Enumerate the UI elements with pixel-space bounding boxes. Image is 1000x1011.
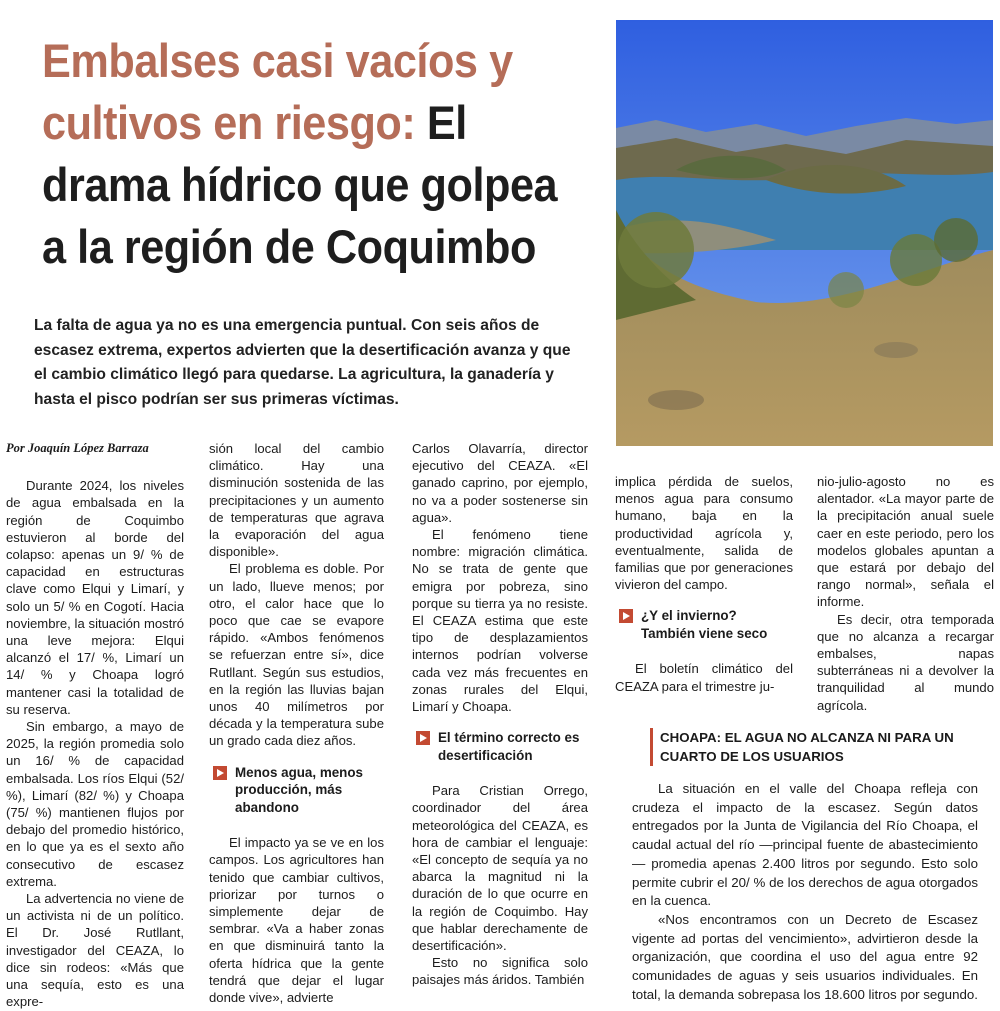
sidebar-body [632, 780, 978, 1004]
column-2 [209, 440, 384, 1006]
play-marker-icon [213, 766, 227, 780]
subhead-text: El término correcto es desertificación [438, 730, 580, 763]
subhead-text: ¿Y el invierno? También viene seco [641, 608, 768, 641]
headline-rest: El drama hídrico que golpea a la región de Coquimbo [42, 96, 558, 273]
subhead-invierno [615, 607, 793, 642]
headline-accent: Embalses casi vacíos y cultivos en riesgo: [42, 34, 513, 149]
play-marker-icon [416, 731, 430, 745]
paragraph: Carlos Olavarría, director ejecutivo del CEAZA. «El ganado caprino, por ejemplo, no va a poder sostenerse sin agua». [412, 441, 588, 525]
column-3 [412, 440, 588, 989]
paragraph: El problema es doble. Por un lado, llueve menos; por otro, el calor hace que lo poco que cae se evapore rápido. «Ambos fenómenos se refuerzan entre sí», dice Rutllant. Según sus estudios, en la región las lluvias bajan unos 40 milímetros por década y la temperatura sube un grado cada diez años. [209, 561, 384, 749]
paragraph: Esto no significa solo paisajes más áridos. También [412, 955, 588, 988]
reservoir-photo [616, 20, 993, 446]
subhead-text: Menos agua, menos producción, más abandono [235, 764, 363, 815]
headline [42, 30, 557, 278]
paragraph: Durante 2024, los niveles de agua embalsada en la región de Coquimbo estuvieron al borde del colapso: apenas un 9/ % de capacidad en estructuras clave como Elqui y Limarí, y solo un 5/ % en Cogotí. Hacia noviembre, la situación mostró una leve mejora: Elqui alcanzó el 17/ %, Limarí un 14/ % y Choapa logró mantener casi la totalidad de su reserva. [6, 478, 184, 717]
lead-paragraph: La falta de agua ya no es una emergencia puntual. Con seis años de escasez extrema, expertos advierten que la desertificación avanza y que el cambio climático llegó para quedarse. La agricultura, la ganadería y hasta el pisco podrían ser sus primeras víctimas. [34, 317, 571, 408]
column-5 [817, 473, 994, 714]
byline: Por Joaquín López Barraza [6, 441, 149, 455]
column-1 [6, 440, 184, 1011]
paragraph: El fenómeno tiene nombre: migración climática. No se trata de gente que emigra por pobreza, sino porque su tierra ya no resiste. El CEAZA estima que este tipo de desplazamientos internos podrían volverse cada vez más frecuentes en zonas rurales del Elqui, Limarí y Choapa. [412, 527, 588, 715]
paragraph: El boletín climático del CEAZA para el trimestre ju- [615, 661, 793, 694]
paragraph: La advertencia no viene de un activista ni de un político. El Dr. José Rutllant, investigador del CEAZA, lo dice sin rodeos: «Más que una sequía, esto es una expre- [6, 891, 184, 1010]
paragraph: La situación en el valle del Choapa refleja con crudeza el impacto de la escasez. Según datos entregados por la Junta de Vigilancia del Río Choapa, el caudal actual del río —principal fuente de abastecimiento— promedia apenas 2.400 litros por segundo. Esto solo permite cubrir el 20/ % de los derechos de agua otorgados en la cuenca. [632, 781, 978, 909]
paragraph: implica pérdida de suelos, menos agua para consumo humano, baja en la productividad agrícola y, eventualmente, salida de familias que por generaciones vivieron del campo. [615, 474, 793, 593]
subhead-menos-agua [209, 764, 384, 817]
column-4 [615, 473, 793, 695]
paragraph: Es decir, otra temporada que no alcanza a recargar embalses, napas subterráneas ni a devolver la tranquilidad al mundo agrícola. [817, 611, 994, 713]
subhead-termino-correcto [412, 729, 588, 764]
sidebar-heading: CHOAPA: EL AGUA NO ALCANZA NI PARA UN CUARTO DE LOS USUARIOS [650, 728, 960, 766]
paragraph: El impacto ya se ve en los campos. Los agricultores han tenido que cambiar cultivos, priorizar por turnos o simplemente dejar de sembrar. «Va a haber zonas en que disminuirá tanto la oferta hídrica que la gente tendrá que dejar el lugar donde vive», advierte [209, 835, 384, 1005]
play-marker-icon [619, 609, 633, 623]
paragraph: «Nos encontramos con un Decreto de Escasez vigente ad portas del vencimiento», advirtieron desde la organización, que coordina el uso del agua entre 92 comunidades de aguas y seis usuarios individuales. En total, la demanda sobrepasa los 18.600 litros por segundo. [632, 911, 978, 1002]
paragraph: sión local del cambio climático. Hay una disminución sostenida de las precipitaciones y un aumento de temperaturas que agrava la evaporación del agua disponible». [209, 441, 384, 560]
paragraph: Sin embargo, a mayo de 2025, la región promedia solo un 16/ % de capacidad embalsada. Los ríos Elqui (52/ %), Limarí (82/ %) y Choapa (75/ %) mantienen flujos por debajo del promedio histórico, en lo que ya es el sexto año consecutivo de escasez extrema. [6, 719, 184, 889]
paragraph: nio-julio-agosto no es alentador. «La mayor parte de la precipitación anual suele caer en este periodo, pero los modelos globales apuntan a que estará por debajo del rango normal», señala el informe. [817, 474, 994, 610]
paragraph: Para Cristian Orrego, coordinador del área meteorológica del CEAZA, es hora de cambiar el lenguaje: «El concepto de sequía ya no abarca la magnitud ni la duración de lo que ocurre en la región de Coquimbo. Hay que hablar derechamente de desertificación». [412, 783, 588, 954]
